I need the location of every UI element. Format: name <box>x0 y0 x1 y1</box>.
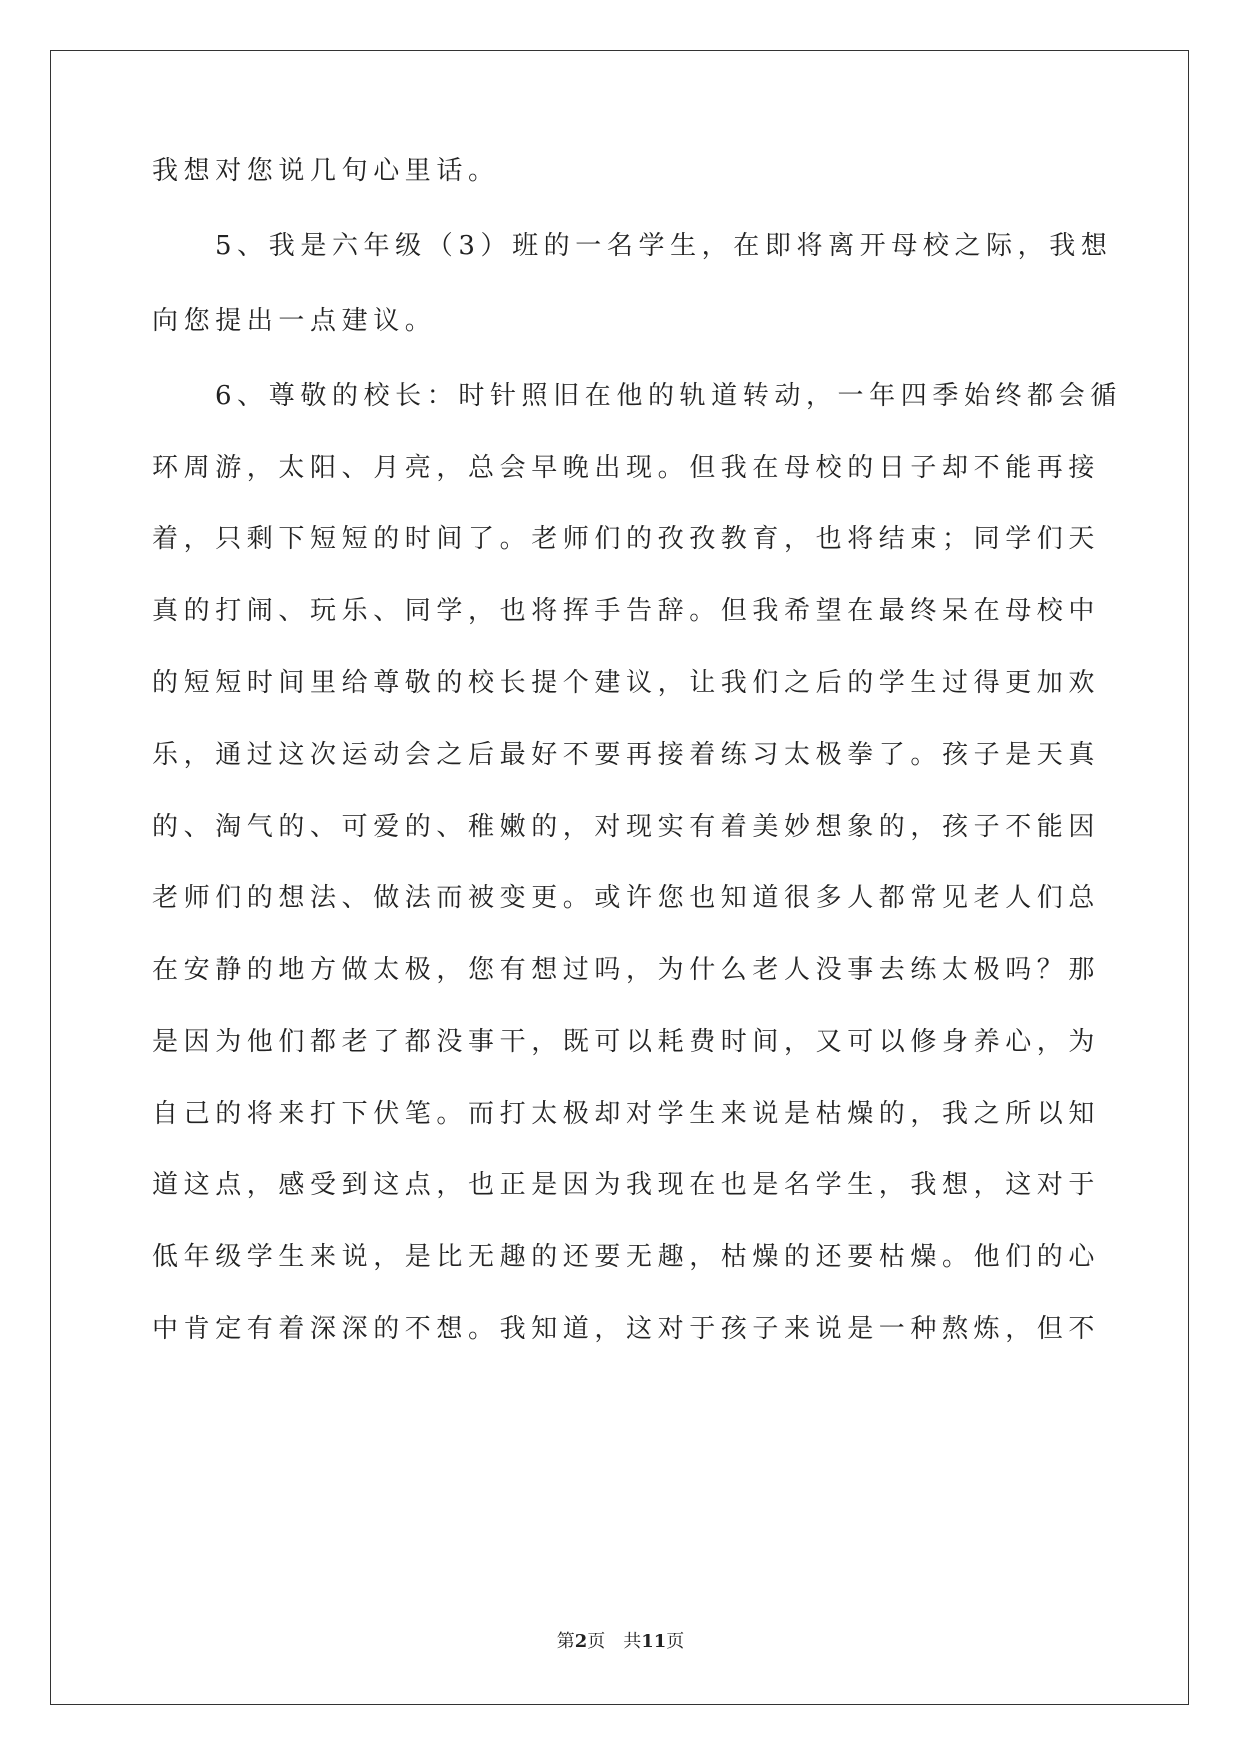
page-border <box>50 50 1189 1705</box>
page-number: 第2页 <box>556 1631 606 1652</box>
text-line: 环周游，太阳、月亮，总会早晚出现。但我在母校的日子却不能再接 <box>152 453 1101 483</box>
text-line: 的短短时间里给尊敬的校长提个建议，让我们之后的学生过得更加欢 <box>152 668 1101 698</box>
text-line: 乐，通过这次运动会之后最好不要再接着练习太极拳了。孩子是天真 <box>152 740 1101 770</box>
text-line: 着，只剩下短短的时间了。老师们的孜孜教育，也将结束；同学们天 <box>152 524 1101 554</box>
text-line: 道这点，感受到这点，也正是因为我现在也是名学生，我想，这对于 <box>152 1170 1101 1200</box>
text-line: 在安静的地方做太极，您有想过吗，为什么老人没事去练太极吗？那 <box>152 955 1101 985</box>
text-line: 6、尊敬的校长：时针照旧在他的轨道转动，一年四季始终都会循 <box>215 381 1122 411</box>
text-line: 中肯定有着深深的不想。我知道，这对于孩子来说是一种熬炼，但不 <box>152 1314 1101 1344</box>
text-line: 向您提出一点建议。 <box>152 306 437 336</box>
text-line: 的、淘气的、可爱的、稚嫩的，对现实有着美妙想象的，孩子不能因 <box>152 812 1101 842</box>
page-total: 共11页 <box>623 1631 685 1652</box>
text-line: 自己的将来打下伏笔。而打太极却对学生来说是枯燥的，我之所以知 <box>152 1099 1101 1129</box>
text-line: 是因为他们都老了都没事干，既可以耗费时间，又可以修身养心，为 <box>152 1027 1101 1057</box>
page-footer <box>0 1630 1241 1654</box>
text-line: 我想对您说几句心里话。 <box>152 156 500 186</box>
text-line: 低年级学生来说，是比无趣的还要无趣，枯燥的还要枯燥。他们的心 <box>152 1242 1101 1272</box>
text-line: 真的打闹、玩乐、同学，也将挥手告辞。但我希望在最终呆在母校中 <box>152 596 1101 626</box>
text-line: 老师们的想法、做法而被变更。或许您也知道很多人都常见老人们总 <box>152 883 1101 913</box>
text-line: 5、我是六年级（3）班的一名学生，在即将离开母校之际，我想 <box>215 231 1113 261</box>
